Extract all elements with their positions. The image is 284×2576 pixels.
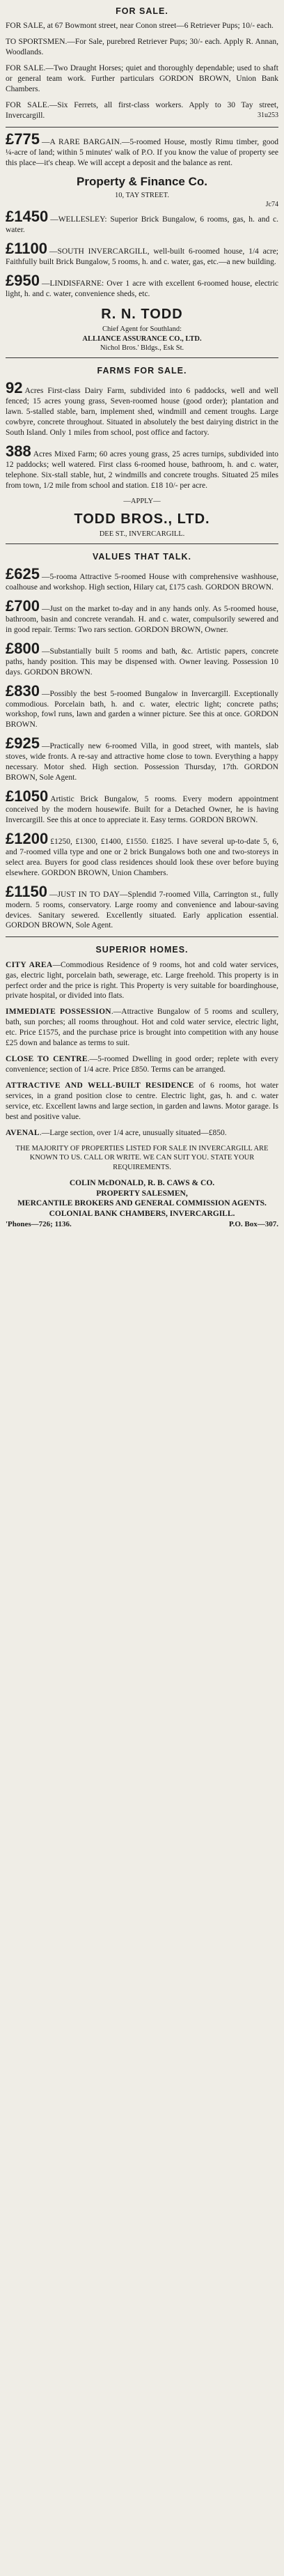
value-ad-4-price: £830 [6, 681, 40, 700]
listing-3 [6, 273, 278, 300]
value-ad-1-price: £625 [6, 565, 40, 583]
superior-ad-2-text: .—Attractive Bungalow of 5 rooms and scullery, bath, sun porches; all rooms throughout. Hot and cold water service, electric light, etc. Price £1575, and the purchase price is brought into competition with any house £25 down and balance as terms to suit. [6, 1008, 279, 1048]
value-ad-4 [6, 681, 278, 731]
value-ad-6 [6, 789, 278, 826]
listing-3-price: £950 [6, 272, 40, 290]
value-ad-4-text: —Possibly the best 5-roomed Bungalow in Invercargill. Exceptionally commodious. Porcelain bath, h. and c. water, electric light; concrete paths; workshop, fowl runs, lawn and garden a winner picture. See this at once. GORDON BROWN. [6, 689, 278, 730]
todd-bros-name: TODD BROS., LTD. [74, 511, 210, 527]
listing-1-text: —WELLESLEY: Superior Brick Bungalow, 6 rooms, gas, h. and c. water. [6, 215, 278, 235]
property-finance-address: 10, TAY STREET. [115, 191, 169, 199]
colin-mcdonald-line1: COLIN McDONALD, R. B. CAWS & CO. [69, 1178, 215, 1187]
for-sale-ad-3: FOR SALE.—Two Draught Horses; quiet and thoroughly dependable; used to shaft or general team work. Further particulars GORDON BROWN, Union Bank Chambers. [6, 64, 278, 93]
value-ad-6-price: £1050 [6, 787, 49, 805]
classifieds-column [6, 0, 278, 1230]
value-ad-8-text: —JUST IN TO DAY—Splendid 7-roomed Villa, Carrington st., fully modern. 5 rooms, conservatory. Large roomy and convenience and labour-saving devices. Sanitary sewered. Excellently situated. Early application essential. GORDON BROWN, Sole Agent. [6, 890, 278, 930]
farm-ad-1-acres: 92 [6, 379, 23, 397]
divider [6, 357, 278, 358]
farm-ad-1-text: Acres First-class Dairy Farm, subdivided into 6 paddocks, well and well fenced; 15 acres young grass, Seven-roomed house (good order); plantation and lawn. 5-stalled stable, barn, implement shed, windmill and cement troughs. Large cowbyre, concrete throughout. Situated in absolutely the best dairying district in the South Island. Only 1 miles from school, post office and factory. [6, 387, 278, 437]
divider [6, 543, 278, 544]
farm-ad-1 [6, 380, 278, 438]
listing-3-text: —LINDISFARNE: Over 1 acre with excellent 6-roomed house, electric light, h. and c. water, convenience sheds, etc. [6, 279, 278, 298]
superior-ad-2-lead: IMMEDIATE POSSESSION [6, 1008, 111, 1017]
property-finance-ref: Jc74 [265, 201, 278, 209]
listing-2-price: £1100 [6, 240, 47, 258]
contact-line [6, 1219, 278, 1229]
todd-agent-address: Nichol Bros.' Bldgs., Esk St. [100, 344, 184, 353]
listing-2 [6, 241, 278, 268]
superior-ad-3-lead: CLOSE TO CENTRE [6, 1055, 88, 1064]
values-header: VALUES THAT TALK. [93, 551, 191, 562]
farms-header: FARMS FOR SALE. [97, 365, 187, 376]
bargain-price: £775 [6, 130, 40, 148]
farms-apply: —APPLY— [123, 497, 161, 505]
superior-ad-3-text: .—5-roomed Dwelling in good order; replete with every convenience; section of 1/4 acre. Price £850. Terms can be arranged. [6, 1055, 278, 1074]
value-ad-1 [6, 566, 278, 593]
for-sale-header: FOR SALE. [116, 6, 168, 16]
value-ad-7-text: £1250, £1300, £1400, £1550. £1825. I have several up-to-date 5, 6, and 7-roomed villa type and one or 2 brick Bungalows both one and two-storeys in select area. Buyers for good class residences should look these over before buying elsewhere. GORDON BROWN, Union Chambers. [6, 837, 278, 877]
divider [6, 127, 278, 128]
value-ad-8 [6, 884, 278, 932]
superior-ad-5-lead: AVENAL [6, 1128, 40, 1137]
value-ad-8-price: £1150 [6, 882, 47, 900]
superior-ad-4-text: of 6 rooms, hot water services, in a grand position close to centre. Electric light, gas, h. and c. water service, etc. Excellent lawns and large section, in garden and lawns. Motor garage. Is best and positive value. [6, 1081, 278, 1121]
farm-ad-2-text: Acres Mixed Farm; 60 acres young grass, 25 acres turnips, subdivided into 12 paddocks; well watered. First class 6-roomed house, bathroom, h. and c. water, telephone. Six-stall stable, hut, 2 windmills and concrete troughs. Situated 25 miles from town, 1/2 mile from school and station. £18 10/- per acre. [6, 449, 278, 490]
for-sale-ad-1: FOR SALE, at 67 Bowmont street, near Conon street—6 Retriever Pups; 10/- each. [6, 22, 274, 31]
phone-numbers: 'Phones—726; 1136. [6, 1220, 72, 1229]
colin-mcdonald-line2: PROPERTY SALESMEN, [96, 1189, 188, 1198]
value-ad-3-text: —Substantially built 5 rooms and bath, &c. Artistic papers, concrete paths, handy position. This may be dispensed with. Owner leaving. Possession 10 days. GORDON BROWN. [6, 647, 278, 677]
listing-1-price: £1450 [6, 208, 49, 226]
todd-agent-name: R. N. TODD [101, 306, 183, 322]
for-sale-ad-4 [6, 100, 278, 121]
superior-header: SUPERIOR HOMES. [95, 945, 189, 955]
superior-ad-5-text: .—Large section, over 1/4 acre, unusually situated—£850. [39, 1128, 227, 1137]
superior-ad-3 [6, 1054, 278, 1075]
todd-agent-title: Chief Agent for Southland: [102, 325, 182, 333]
todd-agent-company: ALLIANCE ASSURANCE CO., LTD. [82, 334, 202, 343]
property-finance-name: Property & Finance Co. [77, 174, 207, 188]
listing-2-text: —SOUTH INVERCARGILL, well-built 6-roomed house, 1/4 acre; Faithfully built Brick Bungalow, 5 rooms, h. and c. water, gas, etc.—a new building. [6, 247, 278, 267]
superior-ad-1-text: —Commodious Residence of 9 rooms, hot and cold water services, gas, electric light, porcelain bath, sewerage, etc. Large freehold. This property is in perfect order and the price is right. This Property is very suitable for boardinghouse, private hospital, or divided into flats. [6, 960, 279, 1001]
superior-ad-4-lead: ATTRACTIVE AND WELL-BUILT RESIDENCE [6, 1081, 194, 1090]
value-ad-5-text: —Practically new 6-roomed Villa, in good street, with mantels, slab stoves, wide fronts. A re-say and attractive home close to town. Everything a happy necessary. Motor shed. High section. Possession Thursday, 17th. GORDON BROWN, Sole Agent. [6, 742, 278, 782]
value-ad-7-price: £1200 [6, 829, 49, 847]
todd-bros-address: DEE ST., INVERCARGILL. [99, 530, 185, 539]
majority-note: THE MAJORITY OF PROPERTIES LISTED FOR SALE IN INVERCARGILL ARE KNOWN TO US. CALL OR WRITE. WE CAN SUIT YOU. STATE YOUR REQUIREMENTS. [15, 1144, 269, 1171]
value-ad-2 [6, 596, 278, 635]
superior-ad-4 [6, 1081, 278, 1123]
superior-ad-1 [6, 960, 278, 1002]
divider [6, 936, 278, 937]
for-sale-ad-2: TO SPORTSMEN.—For Sale, purebred Retriever Pups; 30/- each. Apply R. Annan, Woodlands. [6, 38, 278, 57]
value-ad-2-text: —Just on the market to-day and in any hands only. As 5-roomed house, bathroom, basin and concrete verandah. H. and c. water, compulsorily sewered and in good repair. Terms: Two rars section. GORDON BROWN, Owner. [6, 604, 278, 634]
bargain-ad [6, 132, 278, 169]
farm-ad-2-acres: 388 [6, 442, 31, 460]
for-sale-ad-4-ref: 31u253 [258, 111, 278, 119]
superior-ad-1-lead: CITY AREA [6, 960, 53, 969]
colin-mcdonald-line4: COLONIAL BANK CHAMBERS, INVERCARGILL. [49, 1210, 235, 1219]
superior-ad-2 [6, 1007, 278, 1049]
value-ad-2-price: £700 [6, 596, 40, 615]
value-ad-3-price: £800 [6, 639, 40, 657]
listing-1 [6, 209, 278, 236]
for-sale-ad-4-text: FOR SALE.—Six Ferrets, all first-class workers. Apply to 30 Tay street, Invercargill. [6, 100, 278, 120]
value-ad-5-price: £925 [6, 734, 40, 753]
colin-mcdonald-line3: MERCANTILE BROKERS AND GENERAL COMMISSION AGENTS. [17, 1199, 267, 1208]
value-ad-7 [6, 831, 278, 879]
farm-ad-2 [6, 444, 278, 491]
value-ad-6-text: Artistic Brick Bungalow, 5 rooms. Every modern appointment conceived by the modern housewife. Built for a Detached Owner, he is having Invercargill. See this at once to appreciate it. Easy terms. GORDON BROWN. [6, 795, 278, 824]
value-ad-5 [6, 736, 278, 783]
superior-ad-5 [6, 1128, 278, 1139]
bargain-text: —A RARE BARGAIN.—5-roomed House, mostly Rimu timber, good ¼-acre of land; within 5 minutes' walk of P.O. If you know the value of property see this place—it's cheap. We will accept a deposit and the balance as rent. [6, 137, 278, 167]
value-ad-1-text: —5-rooma Attractive 5-roomed House with comprehensive washhouse, coalhouse and workshop. High section, Hilary cat, £175 cash. GORDON BROWN. [6, 573, 278, 592]
value-ad-3 [6, 641, 278, 678]
po-box: P.O. Box—307. [228, 1220, 278, 1229]
